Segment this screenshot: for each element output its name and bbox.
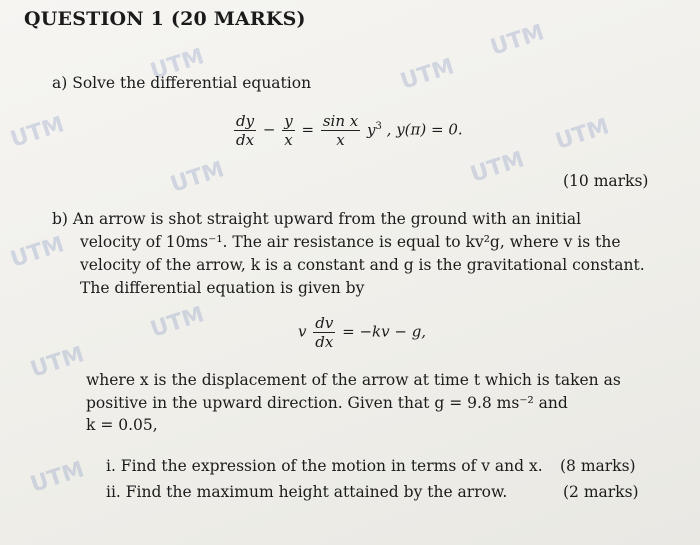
subquestion-i: i. Find the expression of the motion in terms of v and x. [106, 457, 543, 475]
watermark: UTM [7, 112, 68, 153]
part-a-marks: (10 marks) [563, 172, 649, 190]
part-b-line: b) An arrow is shot straight upward from the ground with an initial [52, 210, 582, 228]
fraction-y-x [282, 112, 294, 149]
fraction-dy-dx [234, 112, 256, 149]
denominator: dx [315, 333, 334, 351]
initial-condition: , y(π) = 0. [386, 120, 463, 139]
denominator: x [336, 131, 345, 149]
part-b-line: where x is the displacement of the arrow at time t which is taken as [86, 371, 621, 389]
equals-sign: = [301, 120, 315, 139]
exponent: 3 [375, 120, 382, 132]
part-b-equation [298, 314, 426, 351]
watermark: UTM [167, 157, 228, 198]
subquestion-ii-marks: (2 marks) [563, 483, 639, 501]
part-a-equation [232, 112, 463, 149]
part-b-line: velocity of the arrow, k is a constant and g is the gravitational constant. [80, 256, 645, 274]
v-term: v [298, 322, 307, 341]
numerator: y [284, 112, 293, 130]
fraction-dv-dx [313, 314, 335, 351]
fraction-sinx-x [321, 112, 360, 149]
watermark: UTM [552, 114, 613, 155]
subquestion-ii: ii. Find the maximum height attained by the arrow. [106, 483, 508, 501]
watermark: UTM [487, 20, 548, 61]
denominator: dx [236, 131, 255, 149]
watermark: UTM [467, 147, 528, 188]
part-b-line: positive in the upward direction. Given that g = 9.8 ms⁻² and [86, 394, 568, 412]
watermark: UTM [27, 457, 88, 498]
part-b-line: The differential equation is given by [80, 279, 365, 297]
watermark: UTM [147, 302, 208, 343]
minus-sign: − [262, 120, 276, 139]
question-title: QUESTION 1 (20 MARKS) [24, 8, 306, 30]
equation-rhs: = −kv − g, [342, 322, 427, 341]
watermark: UTM [397, 54, 458, 95]
numerator: sin x [322, 112, 359, 130]
watermark: UTM [7, 232, 68, 273]
numerator: dv [315, 314, 334, 332]
part-a-prompt: a) Solve the differential equation [52, 74, 312, 92]
part-b-line: k = 0.05, [86, 416, 158, 434]
watermark: UTM [27, 342, 88, 383]
watermark: UTM [147, 44, 208, 85]
y-cubed [367, 121, 382, 139]
part-b-line: velocity of 10ms⁻¹. The air resistance is equal to kv²g, where v is the [80, 233, 621, 251]
denominator: x [284, 131, 293, 149]
y-term: y [367, 120, 376, 139]
numerator: dy [236, 112, 255, 130]
subquestion-i-marks: (8 marks) [560, 457, 636, 475]
